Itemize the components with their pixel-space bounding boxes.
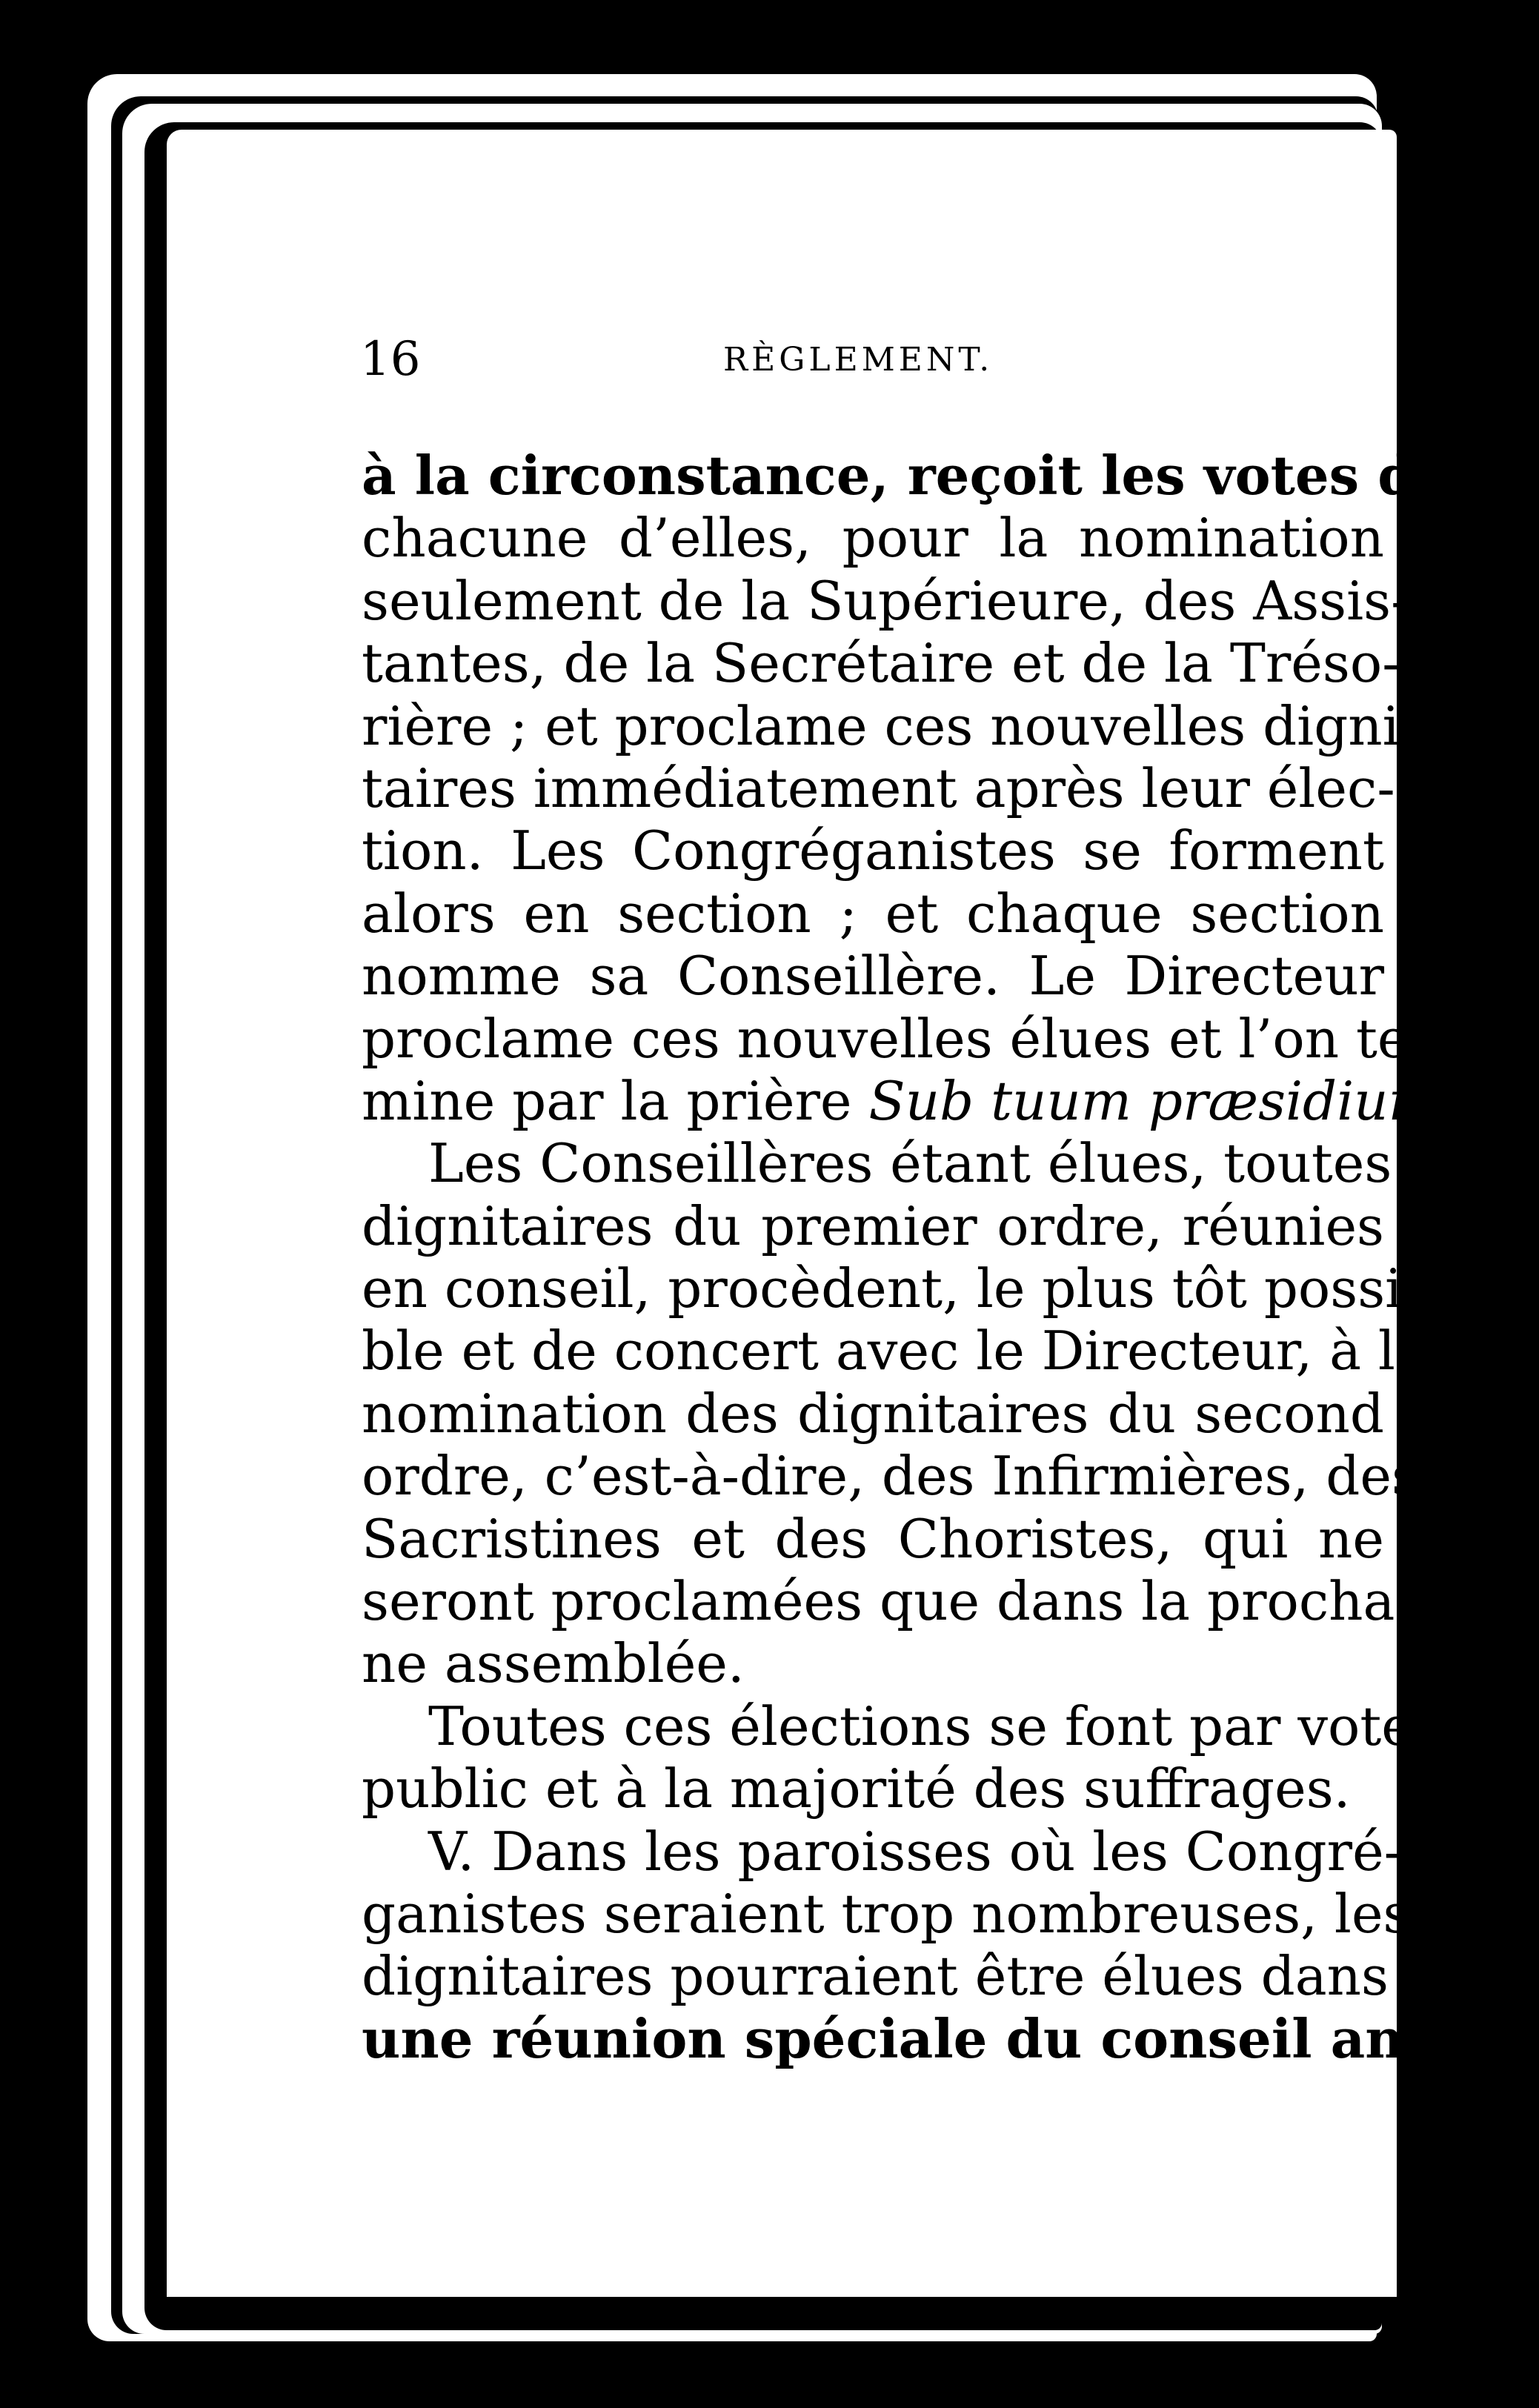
- text-line: alors en section ; et chaque section: [362, 882, 1384, 945]
- running-head: RÈGLEMENT.: [723, 341, 994, 379]
- text-line: nomination des dignitaires du second: [362, 1382, 1384, 1445]
- text-line: nomme sa Conseillère. Le Directeur: [362, 945, 1384, 1008]
- page-number: 16: [360, 332, 421, 387]
- text-line: ble et de concert avec le Directeur, à la: [362, 1320, 1427, 1383]
- body-text: [362, 444, 1539, 2070]
- text-line: à la circonstance, reçoit les votes de: [362, 444, 1449, 507]
- text-line: tion. Les Congréganistes se forment: [362, 819, 1384, 882]
- text-line: seront proclamées que dans la prochai-: [362, 1570, 1430, 1633]
- page-header: [360, 326, 1383, 393]
- text-line: V. Dans les paroisses où les Congré-: [428, 1820, 1402, 1883]
- text-line: tantes, de la Secrétaire et de la Tréso-: [362, 632, 1400, 695]
- text-line: mine par la prière Sub tuum præsidium.: [362, 1069, 1456, 1132]
- text-line: Les Conseillères étant élues, toutes les: [428, 1132, 1485, 1195]
- text-line: Sacristines et des Choristes, qui ne: [362, 1507, 1384, 1570]
- text-line: Toutes ces élections se font par vote: [428, 1694, 1413, 1757]
- text-line: en conseil, procèdent, le plus tôt possi-: [362, 1257, 1420, 1320]
- text-line: seulement de la Supérieure, des Assis-: [362, 569, 1409, 632]
- text-line: ganistes seraient trop nombreuses, les: [362, 1882, 1411, 1945]
- text-line: taires immédiatement après leur élec-: [362, 756, 1395, 819]
- text-line: ordre, c’est-à-dire, des Infirmières, des: [362, 1445, 1419, 1508]
- text-line: ne assemblée.: [362, 1632, 745, 1695]
- text-line: proclame ces nouvelles élues et l’on ter-: [362, 1007, 1453, 1070]
- text-line: dignitaires du premier ordre, réunies: [362, 1194, 1384, 1257]
- text-line: une réunion spéciale du conseil annon-: [362, 2006, 1539, 2070]
- text-line: dignitaires pourraient être élues dans: [362, 1945, 1389, 2008]
- text-line: chacune d’elles, pour la nomination: [362, 507, 1384, 570]
- text-line: public et à la majorité des suffrages.: [362, 1757, 1351, 1820]
- text-line: rière ; et proclame ces nouvelles digni-: [362, 694, 1418, 757]
